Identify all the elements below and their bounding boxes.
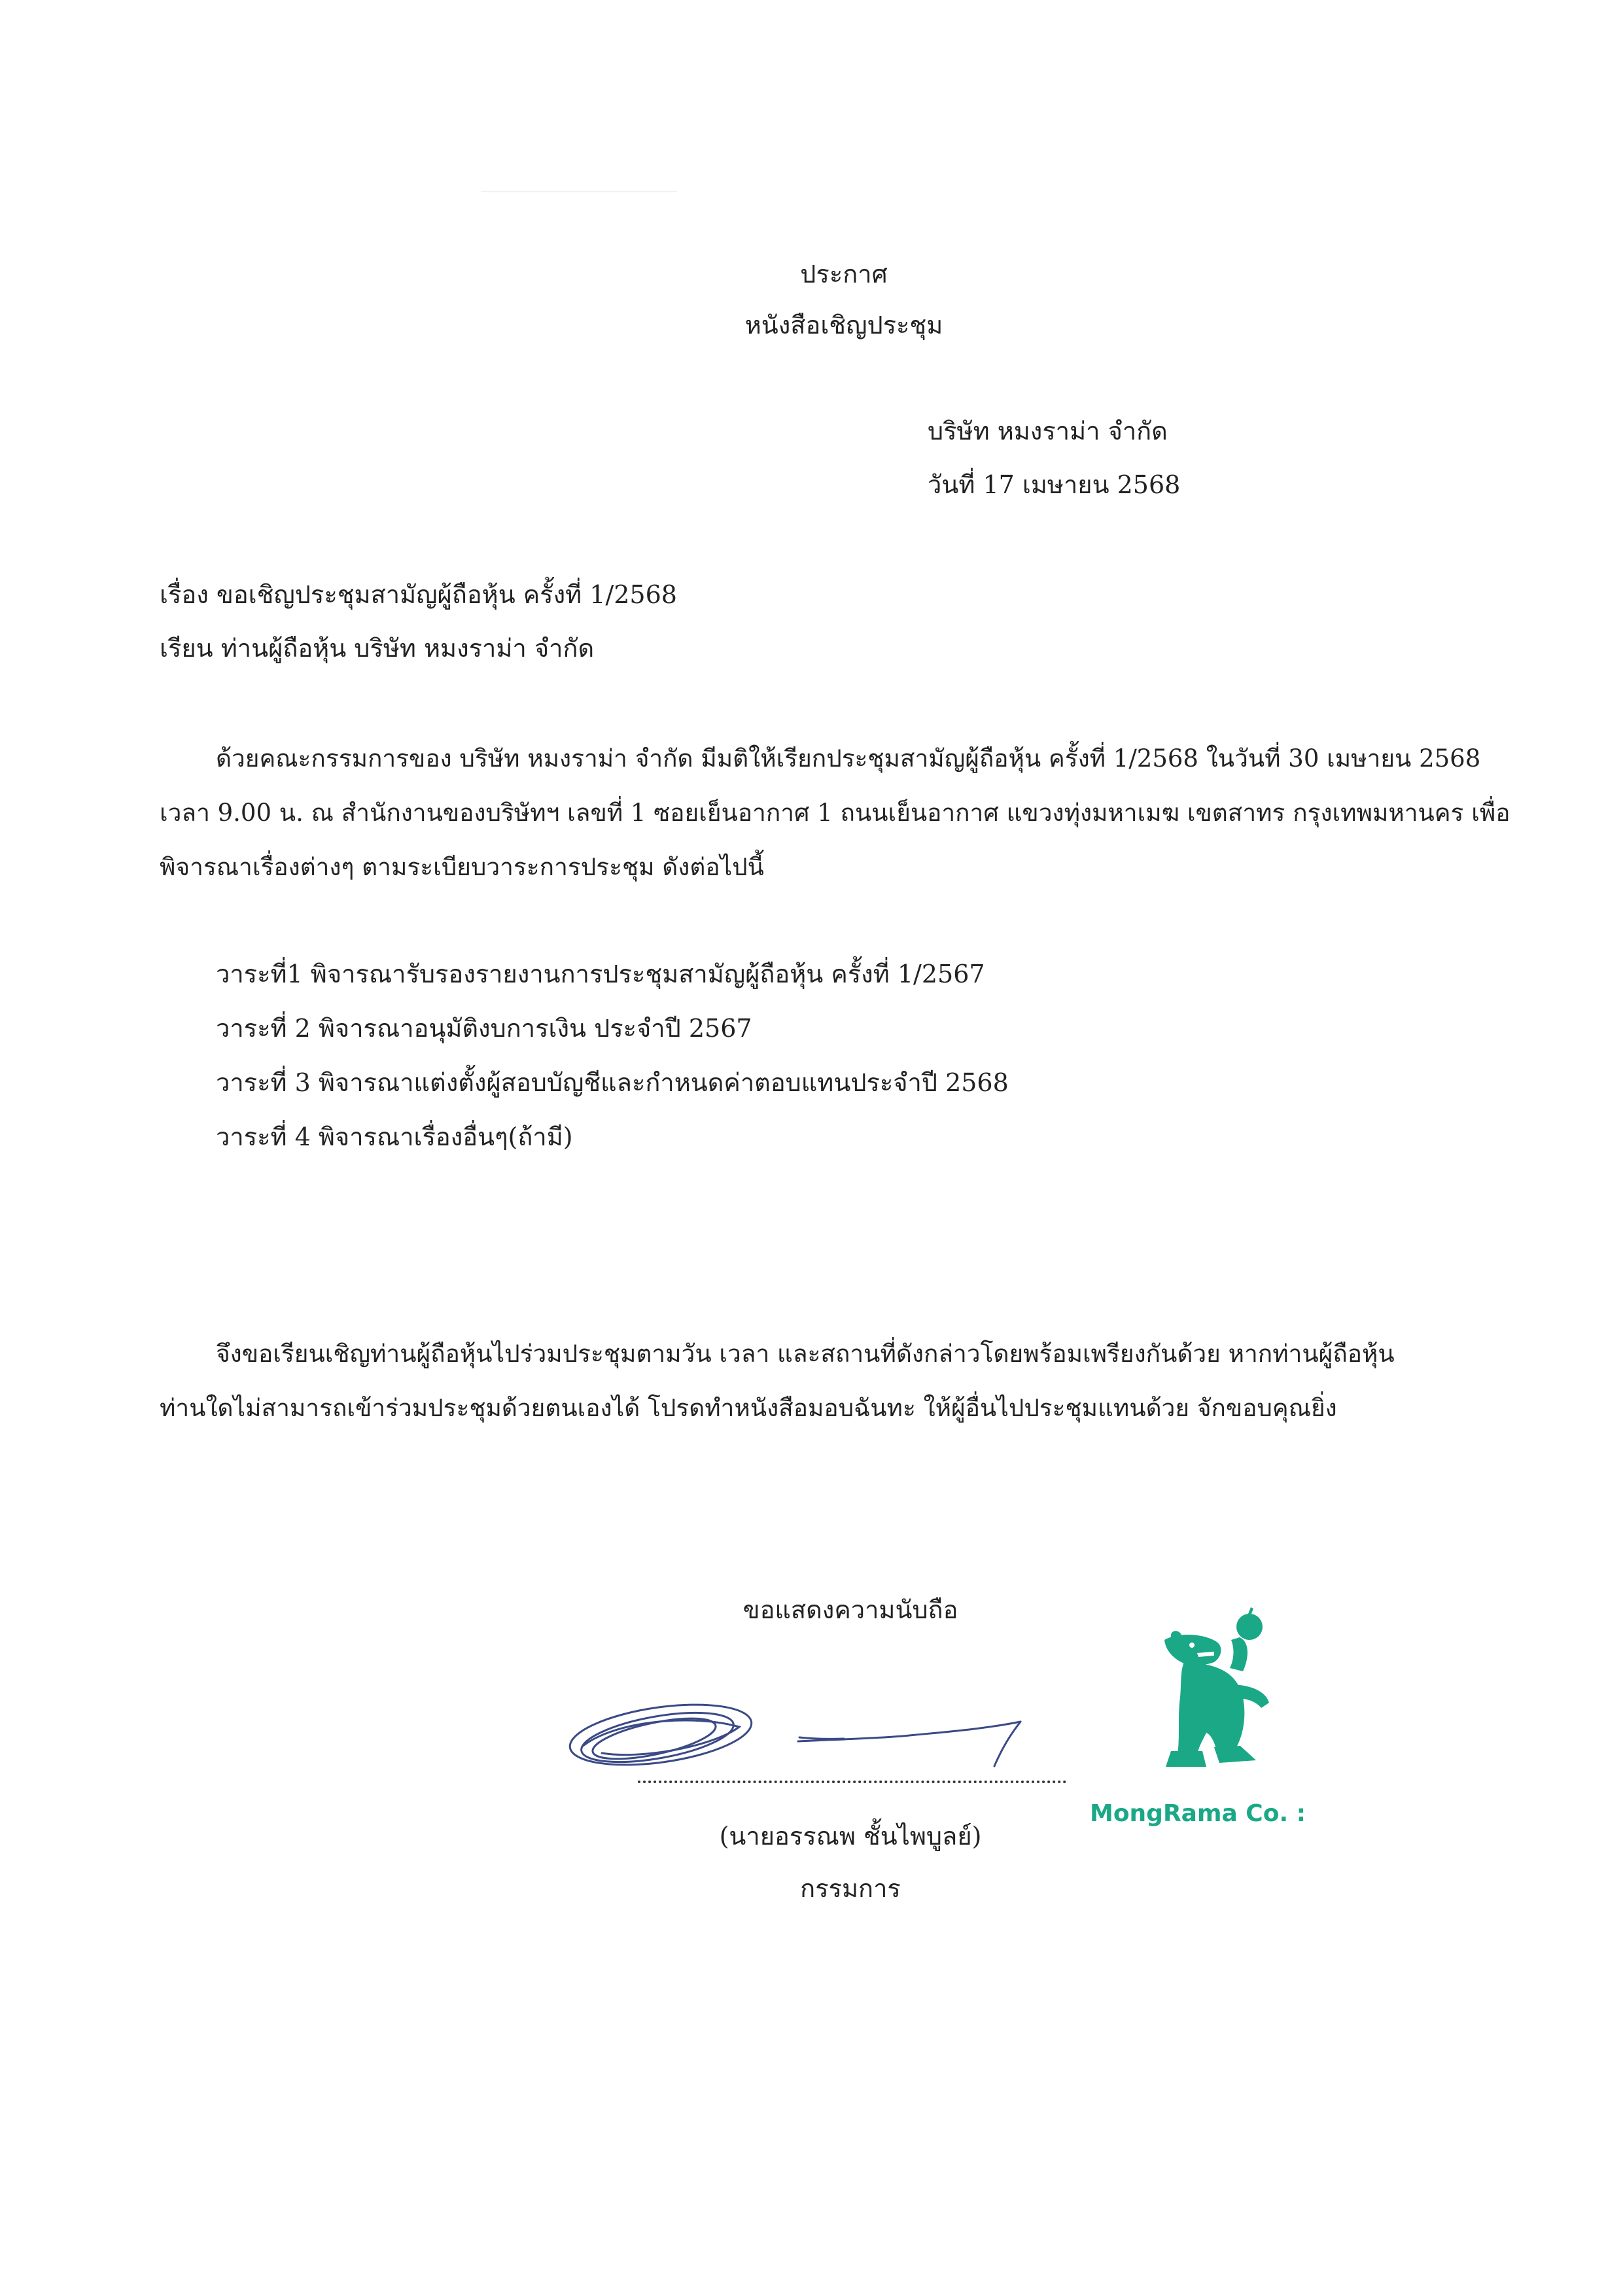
closing-line: จึงขอเรียนเชิญท่านผู้ถือหุ้นไปร่วมประชุมตามวัน เวลา และสถานที่ดังกล่าวโดยพร้อมเพรียงกันด้วย หากท่านผู้ถือหุ้น [216,1340,1395,1368]
signatory-name: (นายอรรณพ ชั้นไพบูลย์) [719,1822,982,1851]
body-line: ด้วยคณะกรรมการของ บริษัท หมงราม่า จำกัด มีมติให้เรียกประชุมสามัญผู้ถือหุ้น ครั้งที่ 1/2568 ในวันที่ 30 เมษายน 2568 [216,744,1481,773]
closing-line: ท่านใดไม่สามารถเข้าร่วมประชุมด้วยตนเองได้ โปรดทำหนังสือมอบฉันทะ ให้ผู้อื่นไปประชุมแทนด้วย จักขอบคุณยิ่ง [160,1394,1337,1422]
regards-text: ขอแสดงความนับถือ [742,1595,958,1624]
recipient-line: เรียน ท่านผู้ถือหุ้น บริษัท หมงราม่า จำกัด [160,634,595,663]
sender-company: บริษัท หมงราม่า จำกัด [928,417,1168,445]
handwritten-signature [563,1675,1086,1805]
subject-line: เรื่อง ขอเชิญประชุมสามัญผู้ถือหุ้น ครั้งที่ 1/2568 [160,580,677,609]
sender-date: วันที่ 17 เมษายน 2568 [928,470,1181,499]
signatory-position: กรรมการ [800,1874,901,1903]
agenda-item: วาระที่ 2 พิจารณาอนุมัติงบการเงิน ประจำปี 2567 [216,1014,752,1043]
company-stamp-text: MongRama Co. : [1090,1800,1306,1827]
bear-stamp-icon [1151,1606,1289,1789]
signature-line [638,1781,1066,1783]
document-title: ประกาศ [800,260,888,288]
body-line: เวลา 9.00 น. ณ สำนักงานของบริษัทฯ เลขที่ 1 ซอยเย็นอากาศ 1 ถนนเย็นอากาศ แขวงทุ่งมหาเมฆ เขตสาทร กรุงเทพมหานคร เพื่อ [160,799,1510,827]
scan-artifact-rule [481,191,677,192]
agenda-item: วาระที่ 4 พิจารณาเรื่องอื่นๆ(ถ้ามี) [216,1122,573,1151]
agenda-item: วาระที่ 3 พิจารณาแต่งตั้งผู้สอบบัญชีและกำหนดค่าตอบแทนประจำปี 2568 [216,1068,1009,1097]
agenda-item: วาระที่1 พิจารณารับรองรายงานการประชุมสามัญผู้ถือหุ้น ครั้งที่ 1/2567 [216,960,985,988]
document-subtitle: หนังสือเชิญประชุม [744,311,943,339]
body-line: พิจารณาเรื่องต่างๆ ตามระเบียบวาระการประชุม ดังต่อไปนี้ [160,853,764,881]
